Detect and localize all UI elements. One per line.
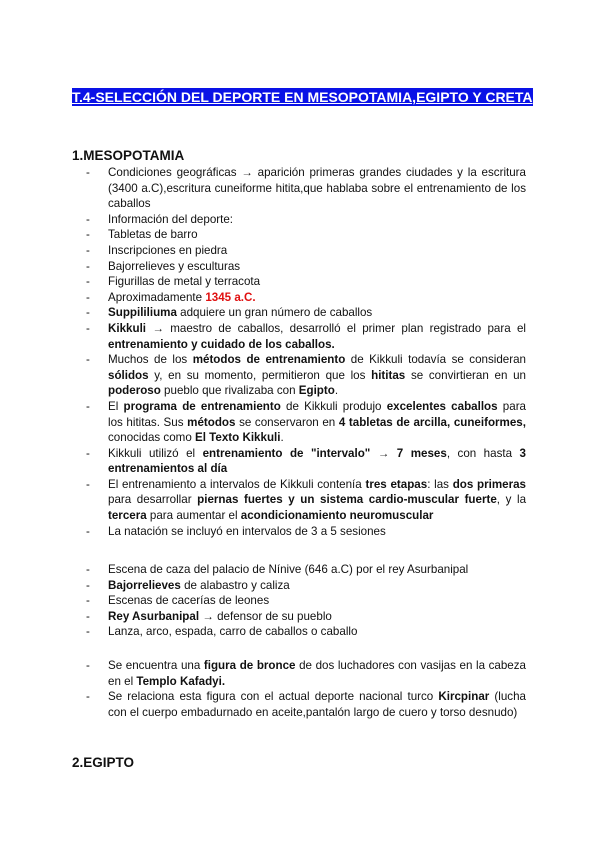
list-item bbox=[86, 399, 526, 446]
item-text: Escena de caza del palacio de Nínive (646 a.C) por el rey Asurbanipal bbox=[108, 563, 469, 576]
item-text: adquiere un gran número de caballos bbox=[176, 306, 373, 320]
item-text: defensor de su pueblo bbox=[213, 609, 332, 623]
list-item bbox=[86, 624, 526, 640]
item-text: se conservaron en bbox=[235, 415, 339, 429]
item-bold: entrenamiento y cuidado de los caballos. bbox=[108, 337, 335, 351]
item-bold: Suppililiuma bbox=[108, 306, 177, 320]
item-text: Lanza, arco, espada, carro de caballos o caballo bbox=[108, 625, 358, 639]
list-item bbox=[86, 305, 526, 321]
item-text: Se relaciona esta figura con el actual deporte nacional turco bbox=[108, 690, 439, 704]
item-text: : las bbox=[427, 477, 453, 491]
item-text: Kikkuli utilizó el bbox=[108, 446, 203, 460]
item-text: se convirtieran en un bbox=[405, 368, 526, 382]
item-text: . bbox=[280, 431, 284, 445]
item-bold: Kircpinar bbox=[438, 690, 490, 704]
item-bold: Templo Kafadyi. bbox=[136, 674, 226, 688]
list-item bbox=[86, 352, 526, 399]
item-text: Bajorrelieves y esculturas bbox=[108, 259, 241, 273]
mesopotamia-list bbox=[86, 165, 526, 539]
title-highlight: T.4-SELECCIÓN DEL DEPORTE EN MESOPOTAMIA,EGIPTO Y CRETA bbox=[72, 89, 533, 105]
item-text: La natación se incluyó en intervalos de 3 a 5 sesiones bbox=[108, 524, 386, 538]
item-text: conocidas como bbox=[108, 431, 195, 445]
list-item bbox=[86, 290, 526, 306]
item-bold: poderoso bbox=[108, 384, 161, 398]
arrow-icon: → bbox=[202, 609, 214, 623]
list-item bbox=[86, 243, 526, 259]
item-text: de dos luchadores con vasijas en la cabeza en el bbox=[108, 659, 526, 688]
item-bold: figura de bronce bbox=[203, 659, 296, 672]
item-bold: acondicionamiento neuromuscular bbox=[240, 509, 434, 523]
highlighted-date: 1345 a.C. bbox=[205, 290, 256, 304]
section-heading-mesopotamia: 1.MESOPOTAMIA bbox=[72, 148, 185, 163]
item-bold: dos primeras bbox=[452, 477, 527, 491]
item-text: Tabletas de barro bbox=[108, 228, 198, 242]
asurbanipal-list bbox=[86, 562, 526, 640]
item-bold: programa de entrenamiento bbox=[123, 399, 281, 413]
item-text: , y la bbox=[496, 493, 527, 507]
item-text: (lucha con el cuerpo embadurnado en aceite,pantalón largo de cuero y torso desnudo) bbox=[108, 690, 526, 719]
item-text: Muchos de los bbox=[108, 353, 193, 367]
item-text: pueblo que rivalizaba con bbox=[160, 384, 299, 398]
bronze-figure-list bbox=[86, 658, 526, 720]
document-title bbox=[72, 88, 542, 107]
list-item bbox=[86, 562, 526, 578]
list-item bbox=[86, 593, 526, 609]
item-text: para aumentar el bbox=[146, 509, 241, 523]
item-bold: Rey Asurbanipal bbox=[108, 609, 200, 623]
item-bold: tres etapas bbox=[365, 477, 428, 491]
item-text: , con hasta bbox=[446, 446, 520, 460]
list-item bbox=[86, 477, 526, 524]
item-text: y, en su momento, permitieron que los bbox=[148, 368, 372, 382]
item-text: maestro de caballos, desarrolló el primer plan registrado para el bbox=[163, 321, 526, 335]
item-text: . bbox=[334, 384, 339, 398]
item-bold: excelentes caballos bbox=[386, 399, 498, 413]
list-item bbox=[86, 259, 526, 275]
list-item bbox=[86, 212, 526, 228]
item-text: de alabastro y caliza bbox=[180, 578, 290, 592]
item-text: Condiciones geográficas → aparición primeras grandes ciudades y la escritura (3400 a.C),escritura cuneiforme hitita,que hablaba sobre el entrenamiento de los caballos bbox=[108, 166, 526, 211]
item-bold: tercera bbox=[108, 509, 147, 523]
section-heading-egipto: 2.EGIPTO bbox=[72, 755, 135, 770]
list-item bbox=[86, 321, 526, 352]
arrow-icon: → bbox=[152, 321, 164, 335]
list-item bbox=[86, 609, 526, 625]
list-item bbox=[86, 524, 526, 540]
item-text: para los hititas. Sus bbox=[108, 399, 526, 429]
item-bold: Egipto bbox=[298, 384, 335, 398]
item-bold: entrenamiento de "intervalo" → 7 meses bbox=[202, 446, 447, 460]
item-bold: sólidos bbox=[108, 368, 149, 382]
item-text: para desarrollar bbox=[108, 493, 198, 507]
list-item bbox=[86, 165, 526, 212]
item-bold: Bajorrelieves bbox=[108, 578, 181, 592]
item-text: de Kikkuli todavía se consideran bbox=[345, 353, 526, 367]
item-bold: Kikkuli bbox=[108, 321, 147, 335]
item-text: Escenas de cacerías de leones bbox=[108, 594, 270, 608]
item-bold: métodos bbox=[187, 415, 236, 429]
list-item bbox=[86, 274, 526, 290]
item-text: Se encuentra una bbox=[108, 659, 204, 672]
list-item bbox=[86, 689, 526, 720]
list-item bbox=[86, 658, 526, 689]
item-text: de Kikkuli produjo bbox=[280, 399, 387, 413]
item-bold: El Texto Kikkuli bbox=[195, 431, 281, 445]
item-text: Información del deporte: bbox=[108, 212, 234, 226]
list-item bbox=[86, 446, 526, 477]
item-text: Aproximadamente bbox=[108, 290, 206, 304]
item-bold: 3 entrenamientos al día bbox=[108, 446, 526, 476]
item-text: Inscripciones en piedra bbox=[108, 243, 228, 257]
list-item bbox=[86, 227, 526, 243]
item-bold: hititas bbox=[371, 368, 406, 382]
list-item bbox=[86, 578, 526, 594]
item-text: El entrenamiento a intervalos de Kikkuli contenía bbox=[108, 477, 366, 491]
item-bold: piernas fuertes y un sistema cardio-muscular fuerte bbox=[197, 493, 497, 507]
item-bold: 4 tabletas de arcilla, cuneiformes, bbox=[338, 415, 526, 429]
item-text: Figurillas de metal y terracota bbox=[108, 275, 261, 289]
item-bold: métodos de entrenamiento bbox=[192, 353, 346, 367]
item-text: El bbox=[108, 399, 124, 413]
